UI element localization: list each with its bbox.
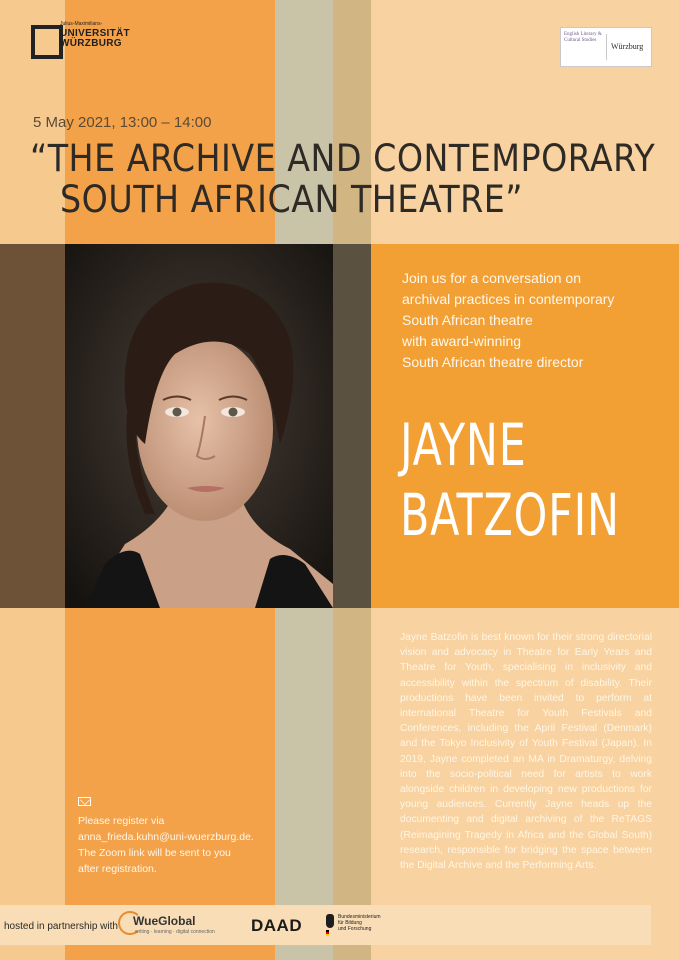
english-logo-right-text: Würzburg [611,42,644,51]
english-department-logo [560,27,652,67]
bmbf-text: Bundesministerium für Bildung und Forschung [338,914,381,932]
speaker-last-name: BATZOFIN [400,481,620,549]
event-title [30,138,655,220]
band-olive [333,244,371,608]
registration-line: The Zoom link will be sent to you [78,847,231,859]
wueglobal-name: WueGlobal [133,914,196,928]
registration-info [78,813,278,877]
speaker-bio: Jayne Batzofin is best known for their strong directorial vision and advocacy in Theatre for Early Years and Theatre for Youth, specialising in inclusivity and accessibility within the spectrum of disability. Their productions have been invited to perform at international Theatre for Youth Festivals and Conferences, including the April Festival (Denmark) and the Tokyo Inclusivity of Youth Festival (Japan). In 2019, Jayne completed an MA in Dramaturgy, delving into the socio-political need for artists to work alongside children in developing new productions for young audiences. Currently Jayne heads up the documenting and digital archiving of the ReTAGS (Reimagining Tragedy in Africa and the Global South) research, responsible for bridging the space between the Digital Archive and the Performing Arts. [400,632,652,872]
logo-line2: UNIVERSITÄT [60,28,130,39]
intro-line: with award-winning [402,333,522,349]
speaker-first-name: JAYNE [400,411,527,479]
english-logo-divider [606,34,607,60]
bmbf-logo [326,912,396,938]
intro-line: archival practices in contemporary [402,291,615,307]
intro-text [402,268,662,373]
intro-line: South African theatre director [402,354,584,370]
eagle-icon [326,914,334,928]
event-title-line2: SOUTH AFRICAN THEATRE” [60,178,523,221]
envelope-icon [78,797,91,806]
event-date-time: 5 May 2021, 13:00 – 14:00 [33,114,212,131]
hosted-text: hosted in partnership with [4,921,118,932]
event-title-line1: “THE ARCHIVE AND CONTEMPORARY [30,137,656,180]
speaker-name [400,410,620,550]
wueglobal-logo [118,911,228,937]
registration-email-link[interactable]: anna_frieda.kuhn@uni-wuerzburg.de. [78,831,254,843]
logo-line1: Julius-Maximilians- [60,21,103,27]
wueglobal-subtitle: writing · learning · digital connection [135,929,215,935]
speaker-portrait-photo [65,244,333,608]
german-flag-icon [326,930,329,936]
band-brown [0,244,65,608]
intro-line: South African theatre [402,312,533,328]
daad-logo: DAAD [251,916,303,935]
registration-line: after registration. [78,863,157,875]
registration-line: Please register via [78,815,165,827]
logo-line3: WÜRZBURG [60,38,122,49]
english-logo-left-text: English Literary & Cultural Studies [564,32,602,44]
university-logo [60,22,130,49]
university-logo-mark [31,25,63,59]
intro-line: Join us for a conversation on [402,270,581,286]
